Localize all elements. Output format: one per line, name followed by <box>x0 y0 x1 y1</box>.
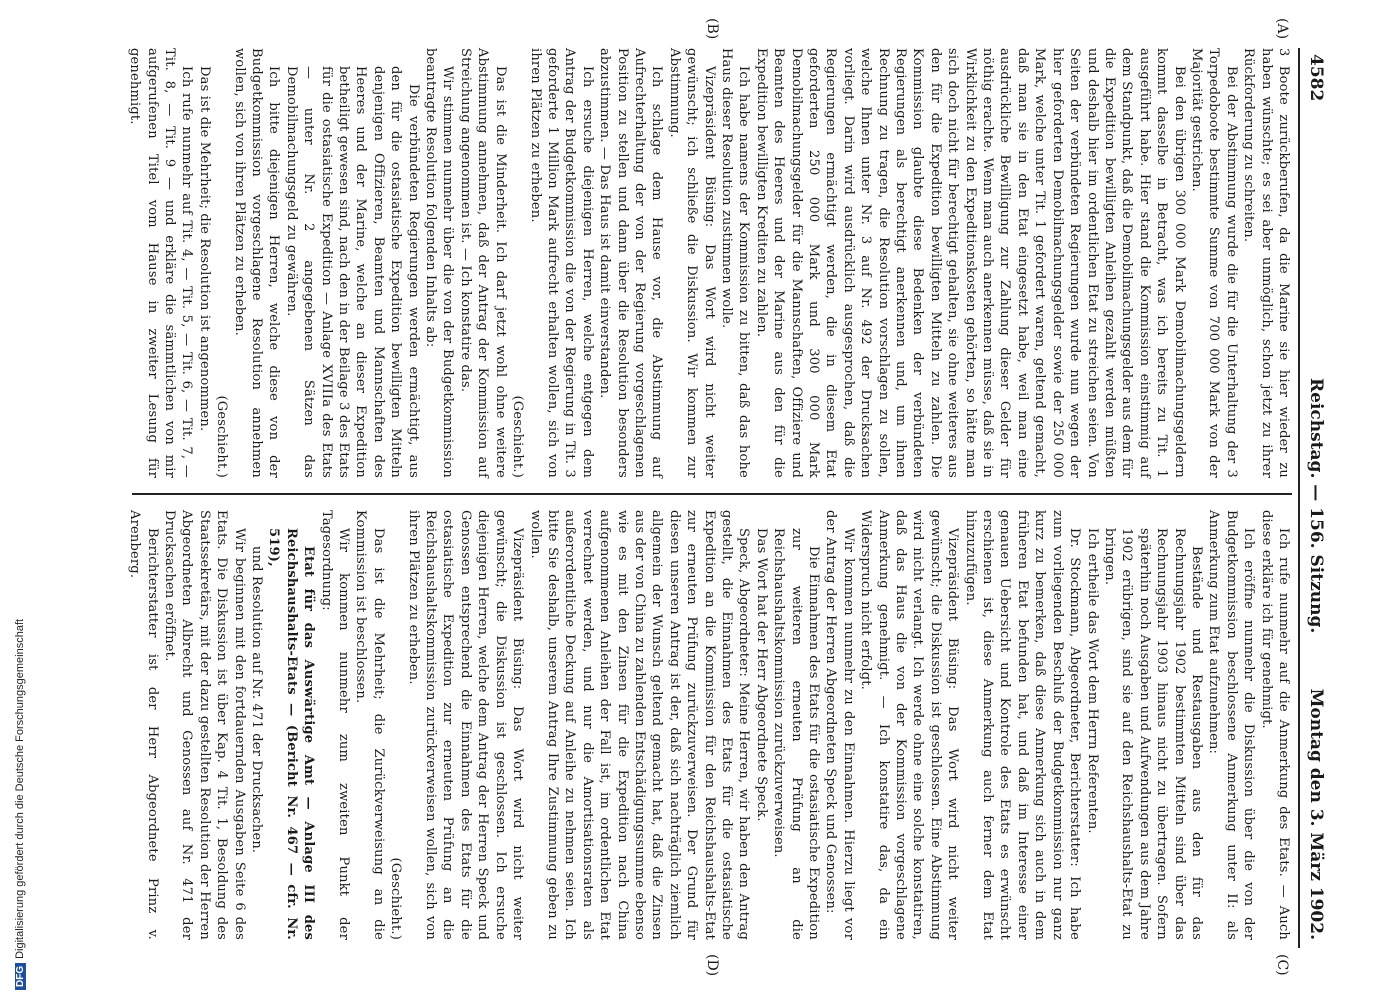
session-date: Montag den 3. März 1902. <box>1306 688 1326 940</box>
column-divider <box>132 493 1292 495</box>
paragraph: Bei den übrigen 300 000 Mark Demobilmachungsgeldern kommt dasselbe in Betracht, was ich bereits zu Tit. 1 ausgeführt habe. Hier stand die Kommission einstimmig auf dem Standpunkt, daß die Demobilmachungsgelder aus dem für die Expedition bewilligten Anleihen gezahlt werden müßten und deshalb hier im ordentlichen Etat zu streichen seien. Von Seiten der verbündeten Regierungen wurde nun wegen der hier geforderten Demobilmachungsgelder sowie der 250 000 Mark, welche unter Tit. 1 gefordert waren, geltend gemacht, daß man sie in den Etat eingesetzt habe, weil man eine ausdrückliche Bewilligung zur Zahlung dieser Gelder für nöthig erachte. Wenn man auch anerkennen müsse, daß sie in Wirklichkeit zu den Expeditionskosten gehörten, so hätte man sich doch nicht für berechtigt gehalten, sie ohne weiteres aus den für die Expedition bewilligten Mitteln zu zahlen. Die Kommission glaubte diese Bedenken der verbündeten Regierungen als berechtigt anerkennen und, um ihnen Rechnung zu tragen, die Resolution vorschlagen zu sollen, welche Ihnen unter Nr. 3 auf Nr. 492 der Drucksachen vorliegt. Darin wird ausdrücklich ausgesprochen, daß die Regierungen ermächtigt werden, die in diesem Etat geforderten 250 000 Mark und 300 000 Mark Demobilmachungsgelder für die Mannschaften, Offiziere und Beamten des Heeres und der Marine aus den für die Expedition bewilligten Krediten zu zahlen. <box>753 48 1187 478</box>
footer-credit: Digitalisierung gefördert durch die Deutsche Forschungsgemeinschaft <box>14 618 26 959</box>
paragraph: Dr. Stockmann, Abgeordneter, Berichterstatter: Ich habe zum vorliegenden Beschluß der Budgetkommission nur ganz kurz zu bemerken, daß diese Anmerkung sich auch in dem früheren Etat befunden hat, und daß im Interesse einer genauen Uebersicht und Kontrole des Etats es erwünscht erschienen ist, diese Anmerkung auch ferner dem Etat hinzuzufügen. <box>962 510 1083 940</box>
paragraph: Vizepräsident Büsing: Das Wort wird nicht weiter gewünscht; ich schließe die Diskussion. Wir kommen zur Abstimmung. <box>666 48 717 478</box>
paragraph: Wir stimmen nunmehr über die von der Budgetkommission beantragte Resolution folgenden Inhalts ab: <box>423 48 456 478</box>
page-header <box>1298 48 1330 948</box>
paragraph: Wir kommen nunmehr zum zweiten Punkt der Tagesordnung: <box>318 510 352 940</box>
paragraph: (Geschieht.) <box>214 395 230 478</box>
paragraph: Das ist die Mehrheit; die Zurückverweisung an die Kommission ist beschlossen. <box>353 510 386 940</box>
paragraph: Ich bitte diejenigen Herren, welche diese von der Budgetkommission vorgeschlagene Resolution annehmen wollen, sich von ihren Plätzen zu erheben. <box>231 48 282 478</box>
paragraph: Die Einnahmen des Etats für die ostasiatische Expedition zur weiteren erneuten Prüfung an die Reichshaushaltskommission zurückzuverweisen. <box>771 528 822 940</box>
paragraph: Die verbündeten Regierungen werden ermächtigt, aus den für die ostasiatische Expedition bewilligten Mitteln denjenigen Offizieren, Beamten und Mannschaften des Heeres und der Marine, welche an dieser Expedition betheiligt gewesen sind, nach den in der Beilage 3 des Etats für die ostasiatische Expedition — Anlage XVIIIa des Etats — unter Nr. 2 angegebenen Sätzen das Demobilmachungsgeld zu gewähren. <box>283 66 421 478</box>
margin-letter-a: (A) <box>1274 18 1290 40</box>
paragraph: Speck, Abgeordneter: Meine Herren, wir haben den Antrag gestellt, die Einnahmen des Etats für die ostasiatische Expedition an die Kommission für den Reichshaushalts-Etat zur erneuten Prüfung zurückzuverweisen. Der Grund für diesen unseren Antrag ist der, daß sich nachträglich ziemlich allgemein der Wunsch geltend gemacht hat, daß die Zinsen aus der von China zu zahlenden Entschädigungssumme ebenso wie es mit den Zinsen für die Expedition nach China aufgenommenen Anleihen der Fall ist, im ordentlichen Etat verrechnet werden, und nur die Amortisationsraten als außerordentliche Deckung auf Anleihe zu nehmen seien. Ich bitte Sie deshalb, unserem Antrag Ihre Zustimmung geben zu wollen. <box>527 510 752 940</box>
paragraph: Ich ertheile das Wort dem Herrn Referenten. <box>1084 528 1100 834</box>
paragraph: Ich rufe nunmehr auf die Anmerkung des Etats. — Auch diese erkläre ich für genehmigt. <box>1258 510 1291 940</box>
paragraph: Bei der Abstimmung wurde die für die Unterhaltung der 3 Torpedoboote bestimmte Summe von 700 000 Mark von der Majorität gestrichen. <box>1188 48 1239 478</box>
session-title: Reichstag. — 156. Sitzung. <box>1306 378 1326 634</box>
paragraph: und Resolution auf Nr. 471 der Drucksachen. <box>249 546 265 854</box>
paragraph: Berichterstatter ist der Herr Abgeordnete Prinz v. Arenberg. <box>127 510 160 940</box>
paragraph: Ich ersuche diejenigen Herren, welche entgegen dem Antrag der Budgetkommission die von der Regierung in Tit. 3 geforderte 1 Million Mark aufrecht erhalten wollen, sich von ihren Plätzen zu erheben. <box>527 48 595 478</box>
paragraph: Ich eröffne nunmehr die Diskussion über die von der Budgetkommission beschlossene Anmerkung unter II: als Anmerkung zum Etat aufzunehmen: <box>1206 510 1257 940</box>
paragraph: (Geschieht.) <box>388 857 404 940</box>
margin-letter-d: (D) <box>704 954 720 977</box>
paragraph: Wir beginnen mit den fortdauernden Ausgaben Seite 6 des Etats. Die Diskussion ist über Kap. 4 Tit. 1, Besoldung des Staatssekretärs, mit der dazu gestellten Resolution der Herren Abgeordneten Albrecht und Genossen auf Nr. 471 der Drucksachen eröffnet. <box>162 510 247 940</box>
paragraph: Ich rufe nunmehr auf Tit. 4, — Tit. 5, — Tit. 6, — Tit. 7, — Tit. 8, — Tit. 9 — und erkläre die sämmtlichen von mir aufgerufenen Titel vom Hause in zweiter Lesung für genehmigt. <box>127 48 195 478</box>
paragraph: Ich habe namens der Kommission zu bitten, daß das hohe Haus dieser Resolution zustimmen wolle. <box>719 48 752 478</box>
paragraph: Etat für das Auswärtige Amt — Anlage III des Reichshaushalts-Etats — (Bericht Nr. 467 — cfr. Nr. 519), <box>266 528 317 940</box>
paragraph: Bestände und Restausgaben aus den für das Rechnungsjahr 1902 bestimmten Mitteln sind über das Rechnungsjahr 1903 hinaus nicht zu übertragen. Sofern späterhin noch Ausgaben und Aufwendungen aus dem Jahre 1902 erübrigen, sind sie auf den Reichshaushalts-Etat zu bringen. <box>1101 528 1204 940</box>
paragraph: Das ist die Minderheit. Ich darf jetzt wohl ohne weitere Abstimmung annehmen, daß der Antrag der Kommission auf Streichung angenommen ist. — Ich konstatire das. <box>457 48 508 478</box>
dfg-logo: DFG <box>15 963 26 990</box>
right-text-column <box>127 510 1292 940</box>
paragraph: Das Wort hat der Herr Abgeordnete Speck. <box>753 528 769 822</box>
paragraph: (Geschieht.) <box>510 395 526 478</box>
paragraph: Wir kommen nunmehr zu den Einnahmen. Hierzu liegt vor der Antrag der Herren Abgeordneten Speck und Genossen: <box>823 510 856 940</box>
margin-letter-c: (C) <box>1274 954 1290 976</box>
paragraph: Ich schlage dem Hause vor, die Abstimmung auf Aufrechterhaltung der von der Regierung vorgeschlagenen Position zu stellen und dann über die Resolution besonders abzustimmen. — Das Haus ist damit einverstanden. <box>597 48 665 478</box>
paragraph: Vizepräsident Büsing: Das Wort wird nicht weiter gewünscht; die Diskussion ist geschlossen. Eine Abstimmung wird nicht verlangt. Ich werde ohne eine solche konstatiren, daß das Haus die von der Kommission vorgeschlagene Anmerkung genehmigt. — Ich konstatire das, da ein Widerspruch nicht erfolgt. <box>858 510 961 940</box>
page-number: 4582 <box>1306 54 1326 102</box>
paragraph: Das ist die Mehrheit; die Resolution ist angenommen. <box>196 66 212 432</box>
paragraph: Vizepräsident Büsing: Das Wort wird nicht weiter gewünscht; die Diskussion ist geschlossen. Ich ersuche diejenigen Herren, welche dem Antrag der Herren Speck und Genossen entsprechend die Einnahmen des Etats für die ostasiatische Expedition zur erneuten Prüfung an die Reichshaushaltskommission zurückverweisen wollen, sich von ihren Plätzen zu erheben. <box>405 510 526 940</box>
left-text-column <box>127 48 1292 478</box>
paragraph: 3 Boote zurückberufen, da die Marine sie hier wieder zu haben wünschte; es sei aber unmöglich, schon jetzt zu ihrer Rückforderung zu schreiten. <box>1241 48 1291 478</box>
margin-letter-b: (B) <box>704 18 720 40</box>
digitization-footer <box>0 0 26 1000</box>
rotated-page-content <box>80 18 1330 977</box>
footer-line <box>14 619 26 990</box>
